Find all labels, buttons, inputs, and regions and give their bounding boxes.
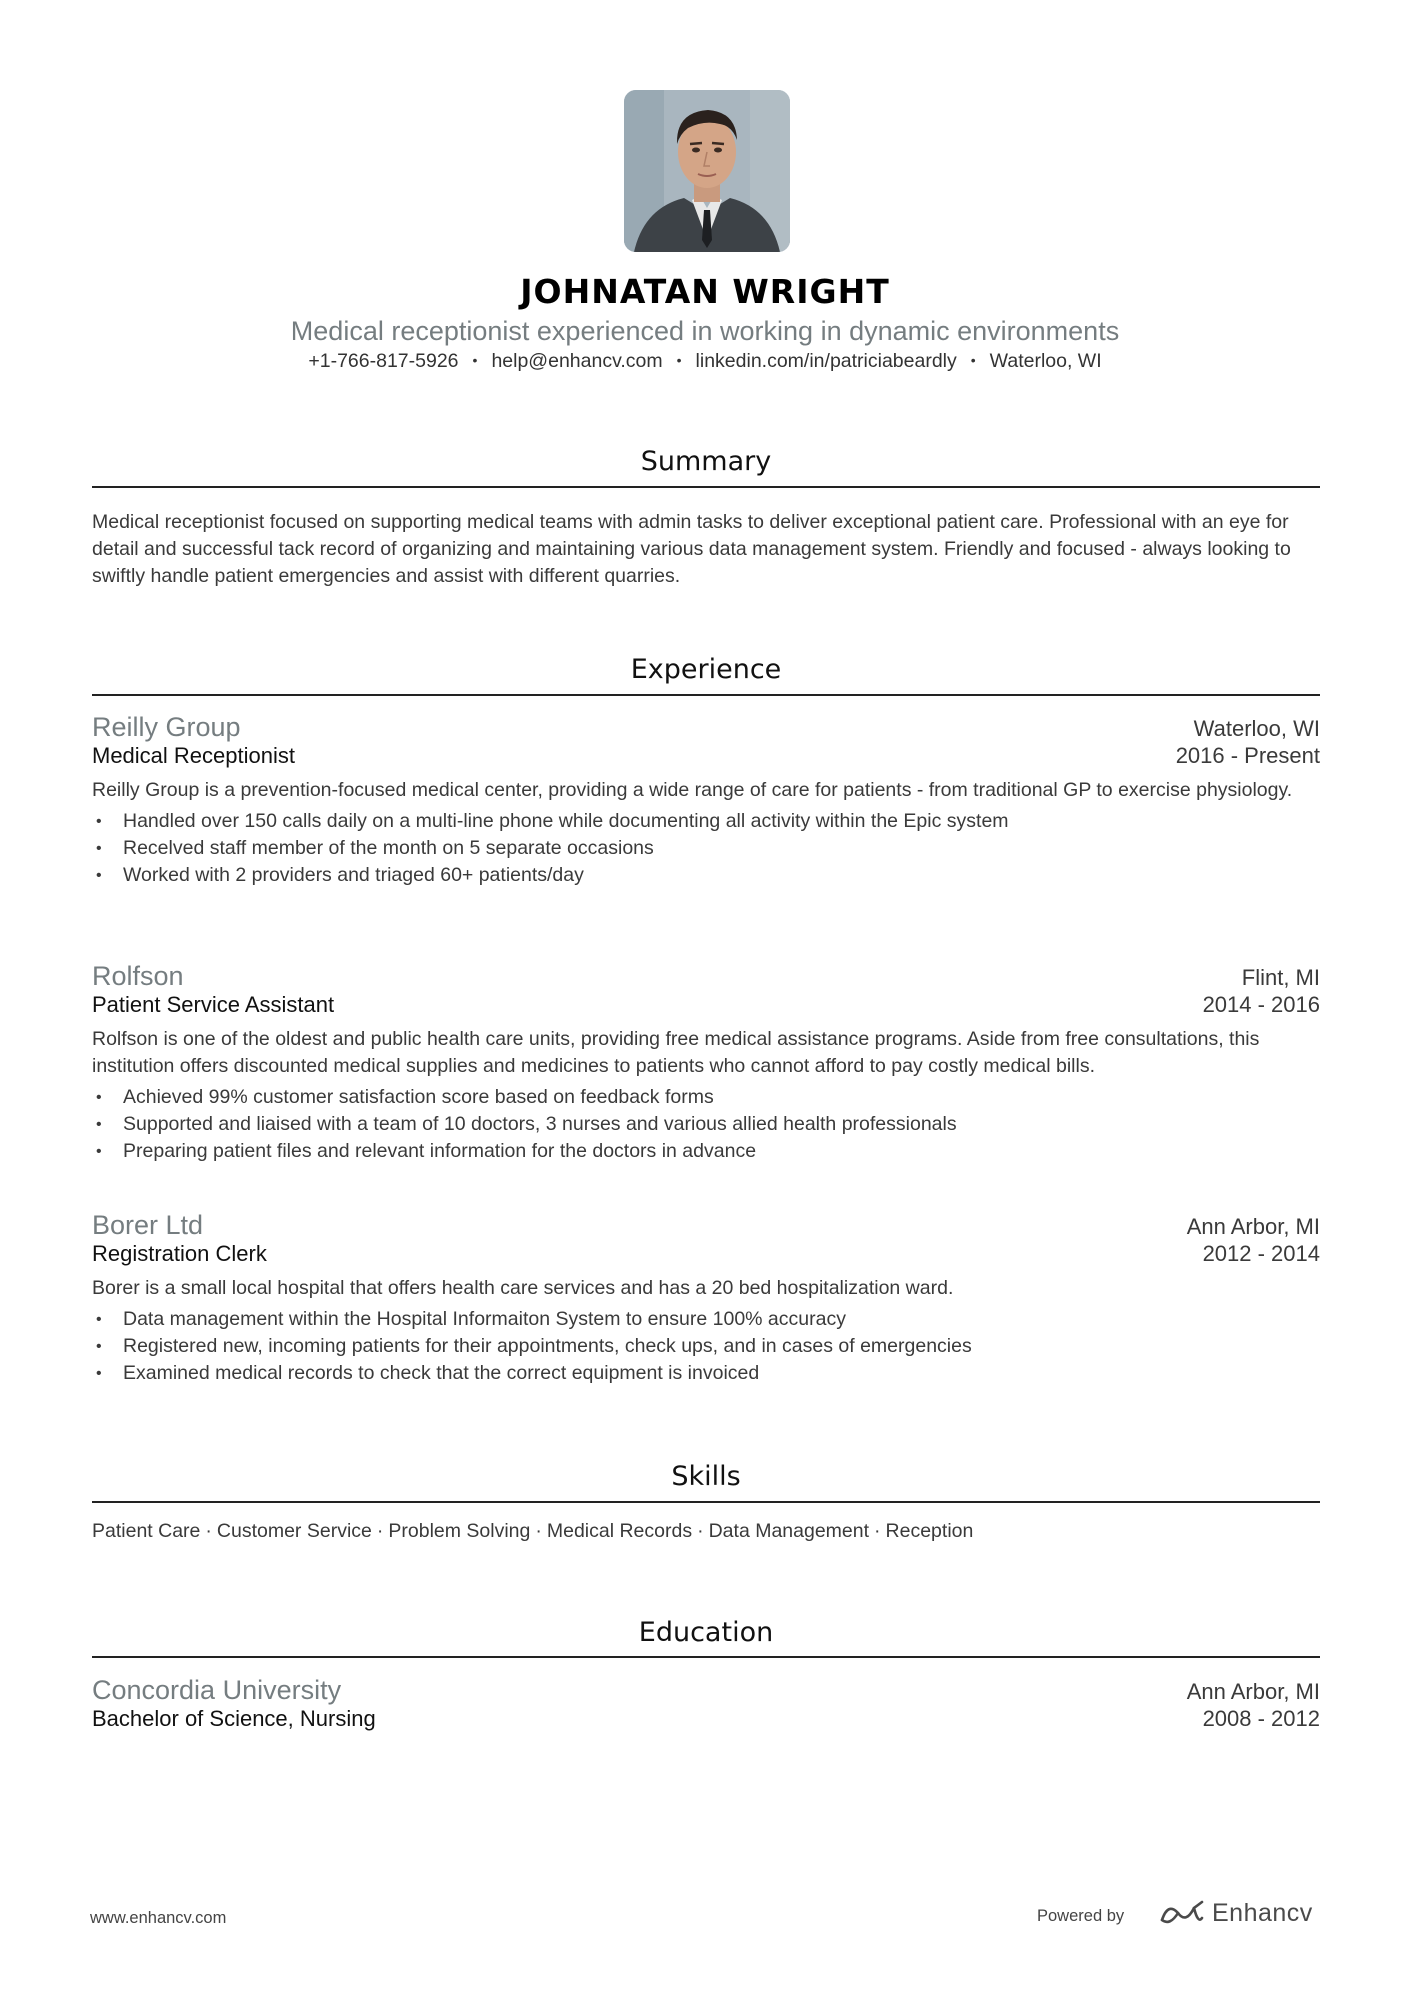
achievement-item: • Examined medical records to check that the correct equipment is invoiced <box>92 1360 1320 1387</box>
achievement-list <box>92 1084 1320 1165</box>
experience-entry <box>92 712 1320 889</box>
section-divider <box>92 694 1320 696</box>
enhancv-brand[interactable] <box>1158 1898 1313 1928</box>
skill-item: Medical Records <box>546 1520 693 1542</box>
achievement-list <box>92 808 1320 889</box>
experience-entry <box>92 1210 1320 1387</box>
section-divider <box>92 1656 1320 1658</box>
school-name: Concordia University <box>92 1675 342 1705</box>
achievement-item: • Recelved staff member of the month on 5 separate occasions <box>92 835 1320 862</box>
company-description: Reilly Group is a prevention-focused medical center, providing a wide range of care for patients - from traditional GP to exercise physiology. <box>92 779 1293 801</box>
job-title: Medical Receptionist <box>92 743 295 768</box>
candidate-headline: Medical receptionist experienced in working in dynamic environments <box>290 316 1120 346</box>
portrait-image <box>624 90 790 252</box>
contact-separator: • <box>970 352 976 368</box>
job-dates: 2014 - 2016 <box>1202 992 1320 1017</box>
skills-section-title: Skills <box>671 1461 741 1492</box>
company-name: Borer Ltd <box>92 1210 204 1240</box>
phone[interactable]: +1-766-817-5926 <box>308 350 459 372</box>
linkedin-link[interactable]: linkedin.com/in/patriciabeardly <box>695 350 957 372</box>
education-dates: 2008 - 2012 <box>1202 1706 1320 1731</box>
job-title: Registration Clerk <box>92 1241 267 1266</box>
email[interactable]: help@enhancv.com <box>491 350 663 372</box>
powered-by-label: Powered by <box>1037 1907 1125 1925</box>
job-location: Flint, MI <box>1241 965 1320 990</box>
education-section-title: Education <box>638 1617 774 1648</box>
job-location: Waterloo, WI <box>1193 716 1320 741</box>
skill-separator: · <box>205 1520 212 1542</box>
company-description: Borer is a small local hospital that offers health care services and has a 20 bed hospitalization ward. <box>92 1277 954 1299</box>
section-divider <box>92 486 1320 488</box>
skills-list <box>92 1520 1320 1543</box>
skill-separator: · <box>535 1520 542 1542</box>
skill-item: Customer Service <box>216 1520 372 1542</box>
company-name: Reilly Group <box>92 712 241 742</box>
skill-separator: · <box>376 1520 384 1542</box>
company-description: Rolfson is one of the oldest and public health care units, providing free medical assistance programs. Aside from free consultations, this institution offers discounted medical supplies and medicines to patients who cannot afford to pay costly medical bills. <box>92 1028 1260 1077</box>
experience-section-title: Experience <box>630 654 782 685</box>
summary-section-title: Summary <box>640 446 772 477</box>
achievement-item: • Preparing patient files and relevant information for the doctors in advance <box>92 1138 1320 1165</box>
summary-text: Medical receptionist focused on supporting medical teams with admin tasks to deliver exceptional patient care. Professional with an eye for detail and successful tack record of organizing and maintaining various data management system. Friendly and focused - always looking to swiftly handle patient emergencies and assist with different quarries. <box>92 511 1291 587</box>
footer-website-link[interactable]: www.enhancv.com <box>90 1909 227 1927</box>
location: Waterloo, WI <box>989 350 1102 372</box>
skill-item: Data Management <box>708 1520 870 1542</box>
achievement-item: • Data management within the Hospital Informaiton System to ensure 100% accuracy <box>92 1306 1320 1333</box>
skill-item: Patient Care <box>92 1520 201 1542</box>
experience-entry <box>92 961 1320 1165</box>
achievement-item: • Worked with 2 providers and triaged 60+ patients/day <box>92 862 1320 889</box>
company-name: Rolfson <box>92 961 184 991</box>
contact-line <box>0 350 1410 373</box>
contact-separator: • <box>676 352 682 368</box>
degree: Bachelor of Science, Nursing <box>92 1706 376 1731</box>
education-entry <box>92 1675 1320 1732</box>
achievement-item: • Supported and liaised with a team of 10 doctors, 3 nurses and various allied health professionals <box>92 1111 1320 1138</box>
job-dates: 2012 - 2014 <box>1202 1241 1320 1266</box>
skill-separator: · <box>697 1520 704 1542</box>
skill-separator: · <box>874 1520 881 1542</box>
job-dates: 2016 - Present <box>1175 743 1320 768</box>
enhancv-logo-icon <box>1158 1898 1206 1928</box>
skill-item: Reception <box>885 1520 974 1542</box>
achievement-item: • Registered new, incoming patients for their appointments, check ups, and in cases of emergencies <box>92 1333 1320 1360</box>
job-title: Patient Service Assistant <box>92 992 335 1017</box>
achievement-list <box>92 1306 1320 1387</box>
achievement-item: • Achieved 99% customer satisfaction score based on feedback forms <box>92 1084 1320 1111</box>
achievement-item: • Handled over 150 calls daily on a multi-line phone while documenting all activity within the Epic system <box>92 808 1320 835</box>
profile-photo <box>624 90 790 252</box>
skill-item: Problem Solving <box>388 1520 531 1542</box>
candidate-name: JOHNATAN WRIGHT <box>520 272 890 311</box>
contact-separator: • <box>472 352 478 368</box>
section-divider <box>92 1501 1320 1503</box>
school-location: Ann Arbor, MI <box>1186 1679 1320 1704</box>
enhancv-brand-name: Enhancv <box>1212 1898 1313 1927</box>
job-location: Ann Arbor, MI <box>1186 1214 1320 1239</box>
